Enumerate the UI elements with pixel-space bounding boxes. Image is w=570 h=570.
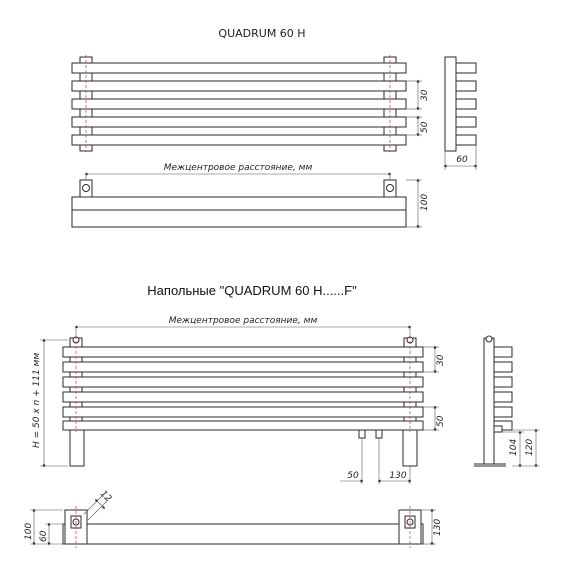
tube-1	[72, 63, 406, 73]
title-top: QUADRUM 60 H	[218, 27, 306, 40]
tube-3	[72, 99, 406, 109]
floor-side-tube-5	[494, 407, 512, 417]
dim-50-top: 50	[420, 121, 430, 133]
floor-tube-3	[63, 377, 423, 387]
formula-height: H = 50 x n + 111 мм	[32, 352, 42, 448]
title-floor: Напольные "QUADRUM 60 H......F"	[147, 283, 357, 298]
dim-100-floor: 100	[24, 522, 34, 540]
dim-100-top: 100	[420, 193, 430, 211]
plan-body	[72, 197, 406, 227]
label-center-distance-floor: Межцентровое расстояние, мм	[168, 316, 318, 326]
tube-4	[72, 117, 406, 127]
floor-side-collector	[484, 338, 494, 464]
dim-60-floor: 60	[39, 530, 49, 542]
top-plan-view	[72, 163, 430, 227]
dim-130-floor-plan: 130	[433, 518, 443, 536]
floor-side-tube-3	[494, 377, 512, 387]
floor-front-view	[32, 316, 446, 484]
floor-tube-4	[63, 392, 423, 402]
floor-tube-6	[63, 421, 423, 430]
top-front-view	[72, 55, 430, 152]
dim-30-top: 30	[420, 89, 430, 101]
floor-plan-view	[24, 489, 443, 548]
floor-side-tube-2	[494, 362, 512, 372]
floor-tube-5	[63, 407, 423, 417]
side-tube-2	[456, 81, 476, 91]
floor-tube-1	[63, 347, 423, 357]
floor-side-bracket	[494, 426, 502, 432]
dim-30-floor: 30	[436, 354, 446, 366]
side-tube-4	[456, 117, 476, 127]
pipe-left	[359, 430, 365, 438]
floor-side-vent	[486, 336, 492, 342]
plan-left-lug	[80, 180, 92, 197]
side-tube-1	[456, 63, 476, 73]
pipe-right	[376, 430, 382, 438]
dim-104: 104	[509, 438, 519, 456]
floor-side-tube-1	[494, 347, 512, 357]
dim-60-top: 60	[456, 155, 468, 165]
dim-50-floor: 50	[436, 415, 446, 427]
label-center-distance-top: Межцентровое расстояние, мм	[163, 163, 313, 173]
tube-2	[72, 81, 406, 91]
floor-side-view	[474, 336, 540, 466]
floor-right-leg	[403, 430, 417, 466]
dim-130-floor-bottom: 130	[389, 471, 407, 481]
side-tube-5	[456, 135, 476, 145]
side-tube-3	[456, 99, 476, 109]
tube-5	[72, 135, 406, 145]
floor-plan-body	[63, 524, 423, 544]
top-side-view	[445, 57, 476, 170]
floor-tube-2	[63, 362, 423, 372]
floor-left-leg	[70, 430, 84, 466]
floor-side-tube-4	[494, 392, 512, 402]
side-collector	[445, 57, 456, 151]
dim-50-floor-bottom: 50	[347, 471, 359, 481]
dim-12: 12	[97, 489, 114, 505]
plan-right-lug	[384, 180, 396, 197]
dim-120: 120	[525, 438, 535, 456]
